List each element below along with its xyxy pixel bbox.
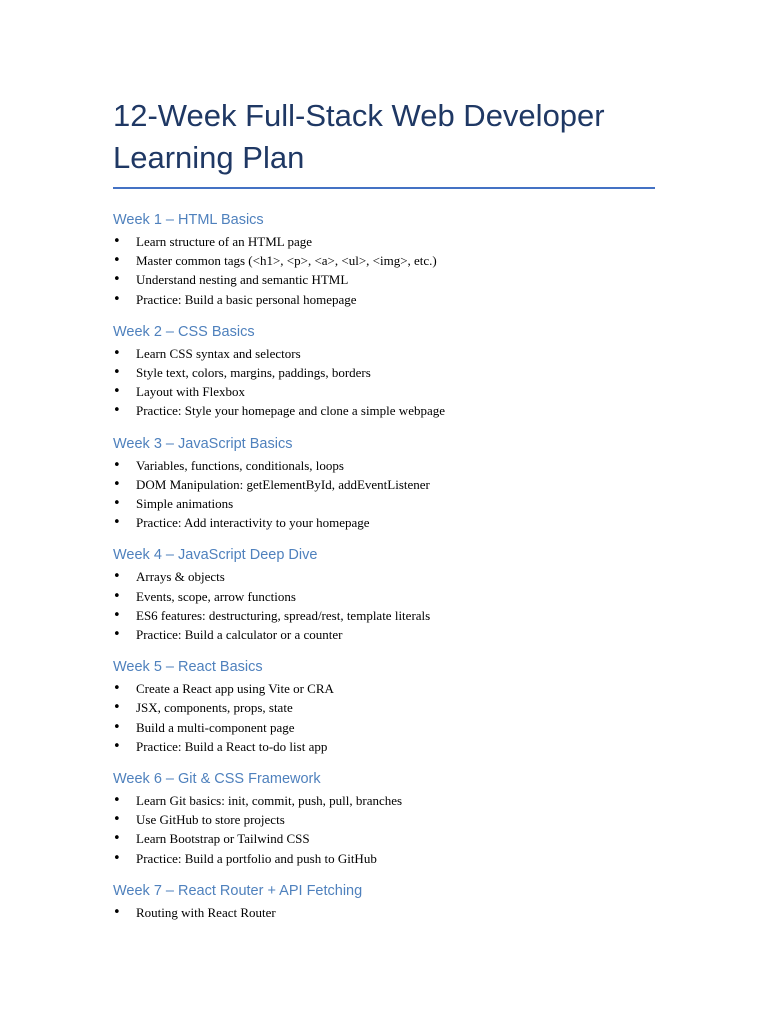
- list-item-text: Practice: Build a calculator or a counter: [136, 627, 343, 643]
- bullet-icon: •: [113, 793, 121, 809]
- list-item: [113, 475, 655, 494]
- document-page: [113, 95, 655, 935]
- week-section-7: [113, 881, 655, 922]
- list-item-text: Events, scope, arrow functions: [136, 588, 296, 604]
- list-item: [113, 344, 655, 363]
- week-heading: Week 5 – React Basics: [113, 659, 263, 676]
- list-item-text: DOM Manipulation: getElementById, addEventListener: [136, 476, 430, 492]
- list-item: [113, 456, 655, 475]
- list-item-text: JSX, components, props, state: [136, 700, 293, 716]
- list-item: [113, 810, 655, 829]
- list-item-text: Practice: Build a basic personal homepage: [136, 291, 357, 307]
- document-title-line-2: Learning Plan: [113, 140, 305, 175]
- list-item-text: Layout with Flexbox: [136, 384, 246, 400]
- week-heading: Week 1 – HTML Basics: [113, 212, 264, 228]
- bullet-icon: •: [113, 403, 121, 419]
- list-item: [113, 718, 655, 737]
- bullet-icon: •: [113, 476, 121, 492]
- list-item-text: Simple animations: [136, 496, 234, 512]
- list-item: [113, 251, 655, 270]
- weeks-section: [113, 210, 655, 922]
- list-item-text: Variables, functions, conditionals, loops: [136, 457, 344, 473]
- week-heading: Week 2 – CSS Basics: [113, 323, 255, 340]
- list-item-text: Routing with React Router: [136, 904, 276, 920]
- bullet-icon: •: [113, 738, 121, 754]
- list-item: [113, 791, 655, 810]
- bullet-icon: •: [113, 627, 121, 643]
- bullet-icon: •: [113, 384, 121, 400]
- list-item: [113, 903, 655, 922]
- list-item-text: Master common tags (<h1>, <p>, <a>, <ul>, <img>, etc.): [136, 253, 437, 269]
- week-section-1: [113, 210, 655, 309]
- bullet-list: [113, 344, 655, 421]
- list-item-text: Learn Bootstrap or Tailwind CSS: [136, 831, 310, 847]
- bullet-icon: •: [113, 291, 121, 307]
- list-item-text: ES6 features: destructuring, spread/rest, template literals: [136, 607, 431, 623]
- list-item: [113, 737, 655, 756]
- list-item-text: Learn Git basics: init, commit, push, pull, branches: [136, 793, 403, 809]
- list-item-text: Practice: Build a React to-do list app: [136, 738, 328, 754]
- list-item: [113, 567, 655, 586]
- week-section-4: [113, 545, 655, 644]
- list-item-text: Create a React app using Vite or CRA: [136, 681, 334, 697]
- bullet-list: [113, 232, 655, 309]
- list-item: [113, 382, 655, 401]
- bullet-icon: •: [113, 515, 121, 531]
- list-item-text: Practice: Style your homepage and clone a simple webpage: [136, 403, 446, 419]
- list-item: [113, 606, 655, 625]
- list-item: [113, 290, 655, 309]
- list-item: [113, 513, 655, 532]
- bullet-list: [113, 791, 655, 868]
- bullet-icon: •: [113, 850, 121, 866]
- bullet-icon: •: [113, 234, 121, 249]
- bullet-icon: •: [113, 904, 121, 920]
- list-item: [113, 494, 655, 513]
- list-item-text: Arrays & objects: [136, 569, 225, 585]
- week-heading: Week 4 – JavaScript Deep Dive: [113, 547, 318, 564]
- bullet-icon: •: [113, 812, 121, 828]
- bullet-icon: •: [113, 496, 121, 512]
- bullet-list: [113, 456, 655, 533]
- list-item: [113, 679, 655, 698]
- week-heading: Week 7 – React Router + API Fetching: [113, 882, 363, 899]
- bullet-list: [113, 567, 655, 644]
- week-heading: Week 3 – JavaScript Basics: [113, 435, 293, 452]
- list-item-text: Style text, colors, margins, paddings, borders: [136, 365, 371, 381]
- week-section-2: [113, 322, 655, 421]
- bullet-icon: •: [113, 253, 121, 269]
- list-item-text: Learn CSS syntax and selectors: [136, 345, 301, 361]
- list-item-text: Use GitHub to store projects: [136, 812, 285, 828]
- week-section-5: [113, 657, 655, 756]
- week-section-6: [113, 769, 655, 868]
- bullet-list: [113, 903, 655, 922]
- bullet-icon: •: [113, 719, 121, 735]
- list-item-text: Practice: Build a portfolio and push to GitHub: [136, 850, 377, 866]
- bullet-icon: •: [113, 457, 121, 473]
- bullet-icon: •: [113, 831, 121, 847]
- list-item-text: Understand nesting and semantic HTML: [136, 272, 349, 288]
- bullet-icon: •: [113, 607, 121, 623]
- bullet-icon: •: [113, 700, 121, 716]
- week-heading: Week 6 – Git & CSS Framework: [113, 771, 321, 788]
- bullet-icon: •: [113, 345, 121, 361]
- bullet-icon: •: [113, 272, 121, 288]
- bullet-icon: •: [113, 588, 121, 604]
- bullet-icon: •: [113, 365, 121, 381]
- list-item: [113, 363, 655, 382]
- list-item-text: Build a multi-component page: [136, 719, 295, 735]
- list-item: [113, 698, 655, 717]
- list-item: [113, 829, 655, 848]
- list-item: [113, 587, 655, 606]
- list-item-text: Practice: Add interactivity to your homepage: [136, 515, 370, 531]
- title-underline-rule: [113, 187, 655, 189]
- list-item-text: Learn structure of an HTML page: [136, 234, 313, 249]
- list-item: [113, 401, 655, 420]
- bullet-icon: •: [113, 681, 121, 697]
- document-title-line-1: 12-Week Full-Stack Web Developer: [113, 98, 605, 133]
- bullet-list: [113, 679, 655, 756]
- list-item: [113, 849, 655, 868]
- list-item: [113, 270, 655, 289]
- list-item: [113, 625, 655, 644]
- list-item: [113, 232, 655, 251]
- document-title: [113, 95, 655, 187]
- week-section-3: [113, 434, 655, 533]
- bullet-icon: •: [113, 569, 121, 585]
